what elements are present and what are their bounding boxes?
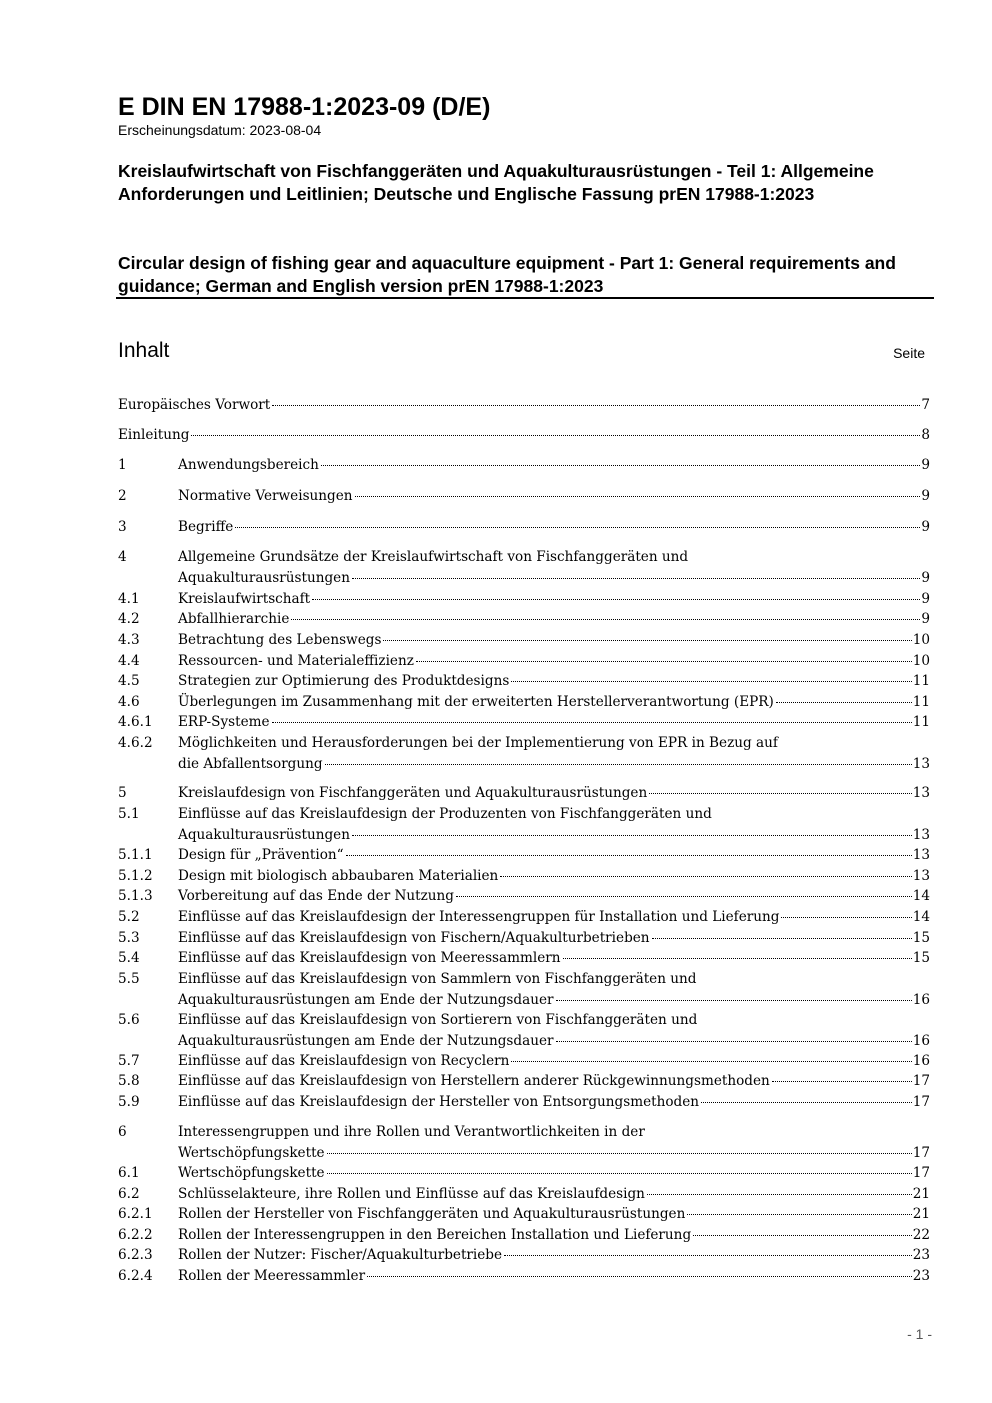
toc-entry[interactable] [118, 517, 930, 538]
toc-entry[interactable] [118, 1266, 930, 1287]
toc-entry-number: 6.2.3 [118, 1247, 153, 1263]
toc-entry-number: 5.6 [118, 1012, 140, 1028]
toc-entry[interactable] [118, 1184, 930, 1205]
toc-entry-title: Aquakulturausrüstungen am Ende der Nutzungsdauer [178, 1033, 554, 1049]
toc-entry-page: 13 [912, 756, 930, 772]
toc-entry-title-line1: Interessengruppen und ihre Rollen und Verantwortlichkeiten in der [178, 1124, 645, 1140]
toc-entry-title-line1: Einflüsse auf das Kreislaufdesign von Sammlern von Fischfanggeräten und [178, 971, 697, 987]
toc-entry-page: 17 [912, 1073, 930, 1089]
toc-dot-leader [367, 1276, 912, 1277]
toc-entry-number: 4.3 [118, 632, 140, 648]
toc-entry-number: 6.1 [118, 1165, 140, 1181]
toc-dot-leader [556, 1000, 912, 1001]
toc-entry[interactable] [118, 1204, 930, 1225]
toc-entry-number: 1 [118, 457, 127, 473]
toc-entry-title: Wertschöpfungskette [178, 1145, 325, 1161]
toc-entry-number: 5.1.2 [118, 868, 153, 884]
toc-entry-first-line [118, 1010, 930, 1031]
toc-entry-page: 7 [921, 397, 930, 413]
toc-entry-page: 14 [912, 909, 930, 925]
toc-entry-number: 4.6.2 [118, 735, 153, 751]
toc-entry-title: Kreislaufdesign von Fischfanggeräten und Aquakulturausrüstungen [178, 785, 648, 801]
toc-entry-page: 17 [912, 1165, 930, 1181]
toc-entry[interactable] [118, 589, 930, 610]
toc-entry[interactable] [118, 907, 930, 928]
toc-entry[interactable] [118, 1225, 930, 1246]
toc-entry-title: Aquakulturausrüstungen [178, 827, 350, 843]
toc-entry-page: 13 [912, 847, 930, 863]
toc-entry-first-line [118, 1122, 930, 1143]
toc-entry-title: Vorbereitung auf das Ende der Nutzung [178, 888, 454, 904]
toc-entry[interactable] [118, 845, 930, 866]
toc-entry-number: 5.1.3 [118, 888, 153, 904]
toc-entry-page: 17 [912, 1094, 930, 1110]
toc-entry-number: 5.1 [118, 806, 140, 822]
toc-dot-leader [701, 1102, 912, 1103]
toc-entry-number: 6.2.4 [118, 1268, 153, 1284]
toc-dot-leader [456, 896, 912, 897]
publication-date: Erscheinungsdatum: 2023-08-04 [118, 122, 322, 138]
toc-dot-leader [693, 1235, 912, 1236]
title-german: Kreislaufwirtschaft von Fischfanggeräten und Aquakulturausrüstungen - Teil 1: Allgemeine Anforderungen und Leitlinien; Deutsche und Englische Fassung prEN 17988-1:2023 [118, 161, 874, 204]
toc-dot-leader [776, 702, 912, 703]
toc-entry-title: Rollen der Nutzer: Fischer/Aquakulturbetriebe [178, 1247, 503, 1263]
toc-entry-number: 4.4 [118, 653, 140, 669]
toc-entry-first-line [118, 547, 930, 568]
toc-dot-leader [325, 764, 912, 765]
toc-entry-title: Einflüsse auf das Kreislaufdesign von Herstellern anderer Rückgewinnungsmethoden [178, 1073, 770, 1089]
toc-entry-first-line [118, 733, 930, 754]
toc-entry-number: 2 [118, 488, 127, 504]
toc-entry-number: 4.5 [118, 673, 140, 689]
toc-entry-title: ERP-Systeme [178, 714, 270, 730]
toc-entry[interactable] [118, 712, 930, 733]
toc-entry-page: 11 [912, 714, 930, 730]
toc-dot-leader [647, 1194, 912, 1195]
toc-entry[interactable] [118, 395, 930, 416]
toc-dot-leader [191, 435, 920, 436]
toc-entry-number: 6 [118, 1124, 127, 1140]
toc-dot-leader [312, 599, 920, 600]
toc-dot-leader [500, 876, 911, 877]
toc-entry-number: 3 [118, 519, 127, 535]
toc-entry[interactable] [118, 928, 930, 949]
toc-entry-number: 6.2.1 [118, 1206, 153, 1222]
toc-entry-title: die Abfallentsorgung [178, 756, 323, 772]
toc-dot-leader [416, 661, 912, 662]
toc-entry-number: 4.6.1 [118, 714, 153, 730]
toc-entry-page: 17 [912, 1145, 930, 1161]
toc-entry[interactable] [118, 609, 930, 630]
toc-entry[interactable] [118, 754, 930, 775]
toc-entry-title: Rollen der Meeressammler [178, 1268, 366, 1284]
toc-entry-page: 21 [912, 1186, 930, 1202]
toc-dot-leader [272, 722, 912, 723]
toc-entry-number: 5.3 [118, 930, 140, 946]
toc-entry-title: Strategien zur Optimierung des Produktdesigns [178, 673, 510, 689]
toc-entry-page: 21 [912, 1206, 930, 1222]
toc-dot-leader [772, 1081, 912, 1082]
toc-dot-leader [346, 855, 912, 856]
toc-dot-leader [687, 1214, 911, 1215]
toc-entry-title: Normative Verweisungen [178, 488, 353, 504]
toc-entry-page: 13 [912, 868, 930, 884]
toc-entry-title: Schlüsselakteure, ihre Rollen und Einflüsse auf das Kreislaufdesign [178, 1186, 645, 1202]
toc-entry-page: 14 [912, 888, 930, 904]
toc-entry-title: Begriffe [178, 519, 234, 535]
toc-dot-leader [511, 681, 911, 682]
toc-entry-title: Europäisches Vorwort [118, 397, 271, 413]
toc-entry-title: Aquakulturausrüstungen [178, 570, 350, 586]
toc-entry-page: 9 [921, 488, 930, 504]
toc-entry-title: Kreislaufwirtschaft [178, 591, 311, 607]
toc-entry-page: 16 [912, 1033, 930, 1049]
toc-entry-title-line1: Einflüsse auf das Kreislaufdesign der Produzenten von Fischfanggeräten und [178, 806, 712, 822]
toc-entry-number: 5.2 [118, 909, 140, 925]
title-english: Circular design of fishing gear and aquaculture equipment - Part 1: General requirements and guidance; German and English version prEN 17988-1:2023 [118, 253, 896, 296]
toc-dot-leader [511, 1061, 911, 1062]
toc-entry-page: 9 [921, 611, 930, 627]
toc-entry-title: Abfallhierarchie [178, 611, 290, 627]
toc-entry-page: 11 [912, 694, 930, 710]
toc-entry-title: Design mit biologisch abbaubaren Materialien [178, 868, 499, 884]
toc-entry[interactable] [118, 1245, 930, 1266]
toc-dot-leader [504, 1255, 912, 1256]
toc-dot-leader [556, 1041, 912, 1042]
toc-entry-number: 4.6 [118, 694, 140, 710]
toc-entry[interactable] [118, 630, 930, 651]
toc-dot-leader [321, 465, 920, 466]
toc-dot-leader [272, 405, 920, 406]
toc-dot-leader [291, 619, 920, 620]
toc-dot-leader [563, 958, 912, 959]
toc-entry-number: 5.5 [118, 971, 140, 987]
toc-entry-page: 15 [912, 950, 930, 966]
toc-entry-title: Einleitung [118, 427, 190, 443]
toc-entry-title: Einflüsse auf das Kreislaufdesign der Hersteller von Entsorgungsmethoden [178, 1094, 700, 1110]
toc-entry-title: Betrachtung des Lebenswegs [178, 632, 382, 648]
toc-entry-title: Anwendungsbereich [178, 457, 319, 473]
toc-entry-number: 5.7 [118, 1053, 140, 1069]
toc-entry-title: Design für „Prävention“ [178, 847, 344, 863]
toc-entry-page: 9 [921, 570, 930, 586]
toc-dot-leader [649, 793, 911, 794]
toc-entry[interactable] [118, 671, 930, 692]
toc-entry[interactable] [118, 1031, 930, 1052]
toc-entry[interactable] [118, 948, 930, 969]
toc-dot-leader [355, 496, 921, 497]
toc-entry-page: 9 [921, 519, 930, 535]
toc-entry-page: 10 [912, 653, 930, 669]
toc-entry-title-line1: Möglichkeiten und Herausforderungen bei der Implementierung von EPR in Bezug auf [178, 735, 778, 751]
toc-entry-number: 4 [118, 549, 127, 565]
toc-entry-number: 4.1 [118, 591, 140, 607]
toc-dot-leader [352, 578, 920, 579]
toc-entry-page: 9 [921, 591, 930, 607]
toc-entry[interactable] [118, 692, 930, 713]
toc-dot-leader [327, 1153, 912, 1154]
toc-entry-page: 13 [912, 785, 930, 801]
toc-entry[interactable] [118, 783, 930, 804]
toc-page-column-label: Seite [893, 345, 925, 361]
footer-page-number: - 1 - [907, 1326, 932, 1342]
toc-entry[interactable] [118, 651, 930, 672]
toc-entry[interactable] [118, 1092, 930, 1113]
toc-entry-title: Wertschöpfungskette [178, 1165, 325, 1181]
toc-entry-title: Überlegungen im Zusammenhang mit der erweiterten Herstellerverantwortung (EPR) [178, 694, 774, 710]
toc-entry[interactable] [118, 455, 930, 476]
toc-entry-number: 5 [118, 785, 127, 801]
toc-dot-leader [352, 835, 912, 836]
toc-entry-page: 16 [912, 992, 930, 1008]
toc-entry[interactable] [118, 825, 930, 846]
toc-dot-leader [327, 1173, 912, 1174]
toc-entry-title: Einflüsse auf das Kreislaufdesign von Fischern/Aquakulturbetrieben [178, 930, 650, 946]
toc-entry-page: 9 [921, 457, 930, 473]
toc-entry-page: 13 [912, 827, 930, 843]
document-id: E DIN EN 17988-1:2023-09 (D/E) [118, 93, 491, 121]
toc-dot-leader [383, 640, 911, 641]
toc-entry-first-line [118, 969, 930, 990]
toc-dot-leader [781, 917, 911, 918]
toc-entry-title: Einflüsse auf das Kreislaufdesign der Interessengruppen für Installation und Lieferung [178, 909, 780, 925]
toc-heading: Inhalt [118, 339, 170, 362]
toc-entry-page: 10 [912, 632, 930, 648]
toc-entry-first-line [118, 804, 930, 825]
toc-entry[interactable] [118, 866, 930, 887]
toc-entry-number: 5.8 [118, 1073, 140, 1089]
toc-entry[interactable] [118, 1143, 930, 1164]
toc-entry-page: 22 [912, 1227, 930, 1243]
toc-entry-title: Rollen der Hersteller von Fischfanggeräten und Aquakulturausrüstungen [178, 1206, 686, 1222]
toc-entry-page: 11 [912, 673, 930, 689]
toc-entry[interactable] [118, 486, 930, 507]
toc-entry-number: 5.1.1 [118, 847, 153, 863]
toc-entry[interactable] [118, 990, 930, 1011]
toc-entry[interactable] [118, 568, 930, 589]
toc-entry-page: 23 [912, 1247, 930, 1263]
toc-entry-page: 15 [912, 930, 930, 946]
toc-entry-page: 16 [912, 1053, 930, 1069]
toc-entry[interactable] [118, 1071, 930, 1092]
toc-dot-leader [235, 527, 920, 528]
toc-entry-number: 6.2.2 [118, 1227, 153, 1243]
toc-entry-title: Rollen der Interessengruppen in den Bereichen Installation und Lieferung [178, 1227, 692, 1243]
toc-entry-title: Aquakulturausrüstungen am Ende der Nutzungsdauer [178, 992, 554, 1008]
toc-entry-page: 8 [921, 427, 930, 443]
toc-dot-leader [652, 938, 912, 939]
toc-entry-number: 4.2 [118, 611, 140, 627]
toc-entry[interactable] [118, 886, 930, 907]
toc-entry-title-line1: Einflüsse auf das Kreislaufdesign von Sortierern von Fischfanggeräten und [178, 1012, 698, 1028]
toc-entry-page: 23 [912, 1268, 930, 1284]
toc-entry[interactable] [118, 1163, 930, 1184]
toc-entry[interactable] [118, 1051, 930, 1072]
toc-entry-number: 5.4 [118, 950, 140, 966]
toc-entry-number: 5.9 [118, 1094, 140, 1110]
toc-entry-title: Ressourcen- und Materialeffizienz [178, 653, 414, 669]
toc-entry[interactable] [118, 425, 930, 446]
toc-entry-number: 6.2 [118, 1186, 140, 1202]
toc-entry-title: Einflüsse auf das Kreislaufdesign von Recyclern [178, 1053, 510, 1069]
toc-entry-title-line1: Allgemeine Grundsätze der Kreislaufwirtschaft von Fischfanggeräten und [178, 549, 689, 565]
toc-entry-title: Einflüsse auf das Kreislaufdesign von Meeressammlern [178, 950, 561, 966]
